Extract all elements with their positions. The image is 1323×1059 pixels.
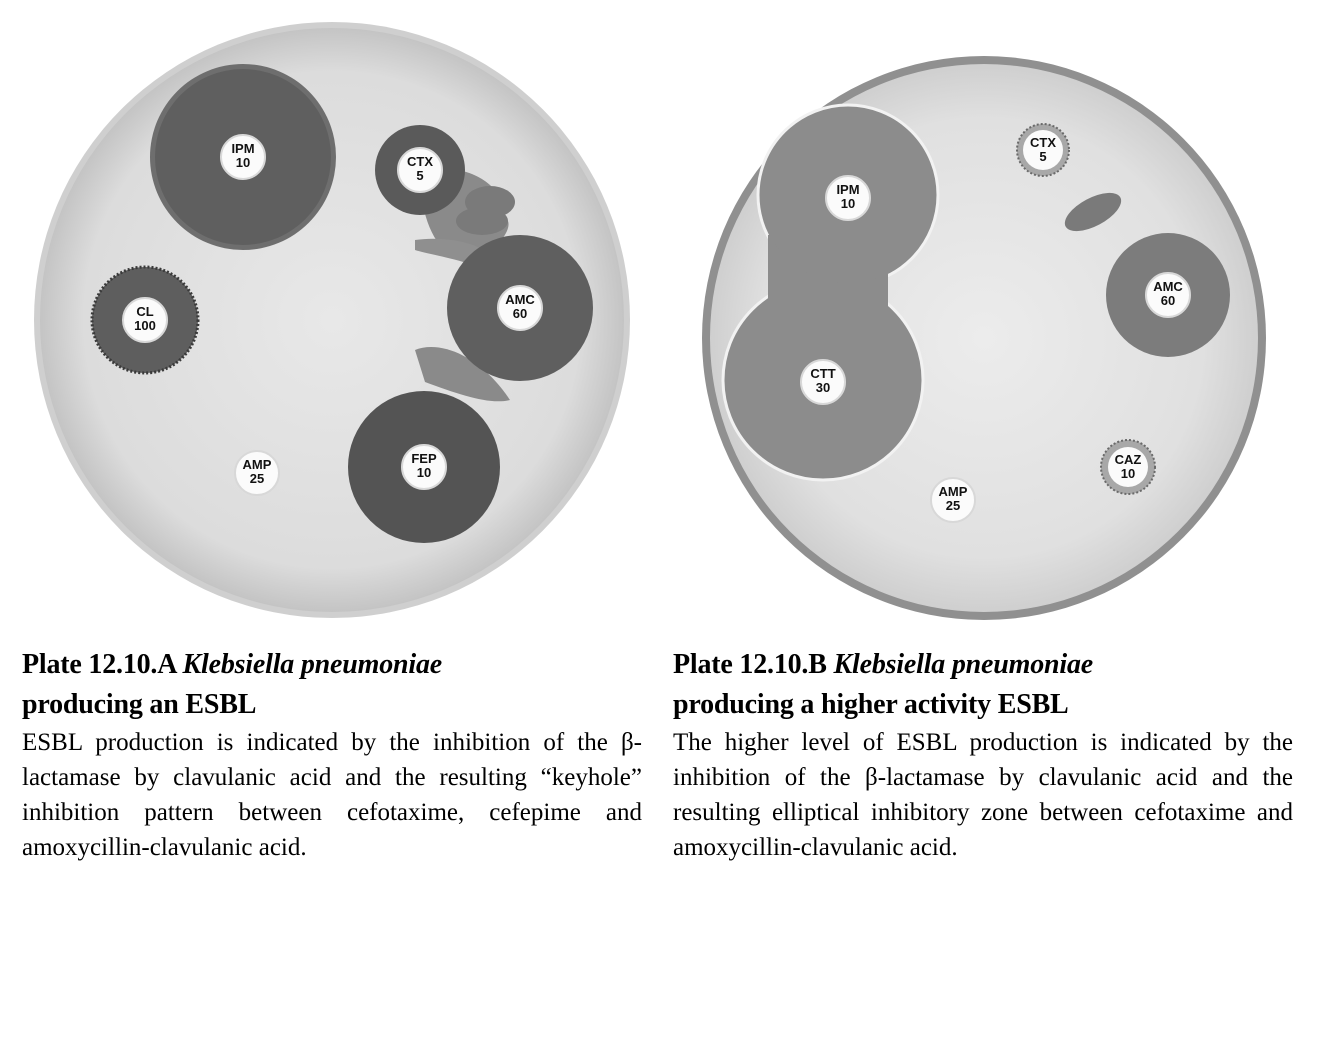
svg-text:AMP: AMP [242,457,272,472]
svg-text:FEP: FEP [411,451,437,466]
organism-name-a: Klebsiella pneumoniae [182,649,443,680]
petri-dish-photo-a [20,10,640,620]
disc-fep [402,445,446,489]
caption-subtitle-b: producing a higher activity ESBL [673,689,1069,720]
svg-text:60: 60 [1160,293,1176,308]
caption-title-b [673,645,1293,685]
svg-text:IPM: IPM [836,182,860,197]
caption-plate-b [673,645,1293,865]
caption-plate-a [22,645,642,865]
caption-body-b: The higher level of ESBL production is indicated by the inhibition of the β-lactamase by clavulanic acid and the resulting elliptical inhibitory zone between cefotaxime and amoxycillin-clavulanic acid. [673,729,1293,861]
disc-amp [235,451,279,495]
plate-number-b: Plate 12.10.B [673,649,827,680]
svg-text:AMC: AMC [505,292,535,307]
disc-ctx [1017,124,1069,176]
svg-text:60: 60 [512,306,528,321]
svg-text:30: 30 [815,380,831,395]
svg-text:AMC: AMC [1153,279,1183,294]
disc-amc [1146,273,1190,317]
organism-name-b: Klebsiella pneumoniae [833,649,1094,680]
svg-text:IPM: IPM [231,141,255,156]
disc-amc [498,286,542,330]
caption-body-a: ESBL production is indicated by the inhibition of the β-lactamase by clavulanic acid and the resulting “keyhole” inhibition pattern between cefotaxime, cefepime and amoxycillin-clavulanic acid. [22,729,642,861]
disc-ctt [801,360,845,404]
svg-text:CAZ: CAZ [1114,452,1142,467]
svg-text:5: 5 [1039,149,1047,164]
svg-text:CL: CL [136,304,154,319]
svg-text:CTT: CTT [810,366,836,381]
plate-number-a: Plate 12.10.A [22,649,176,680]
svg-text:100: 100 [134,318,156,333]
svg-text:25: 25 [249,471,265,486]
svg-text:10: 10 [235,155,251,170]
disc-amp [931,478,975,522]
svg-text:5: 5 [416,168,424,183]
caption-subtitle-a: producing an ESBL [22,689,257,720]
svg-text:10: 10 [416,465,432,480]
svg-text:CTX: CTX [407,154,433,169]
svg-text:25: 25 [945,498,961,513]
disc-ipm [826,176,870,220]
disc-caz [1101,440,1155,494]
petri-dish-photo-b [678,55,1290,625]
caption-title-a [22,645,642,685]
disc-cl [123,298,167,342]
svg-text:AMP: AMP [938,484,968,499]
disc-ipm [221,135,265,179]
svg-text:10: 10 [1120,466,1136,481]
disc-ctx [398,148,442,192]
svg-text:CTX: CTX [1030,135,1056,150]
svg-text:10: 10 [840,196,856,211]
